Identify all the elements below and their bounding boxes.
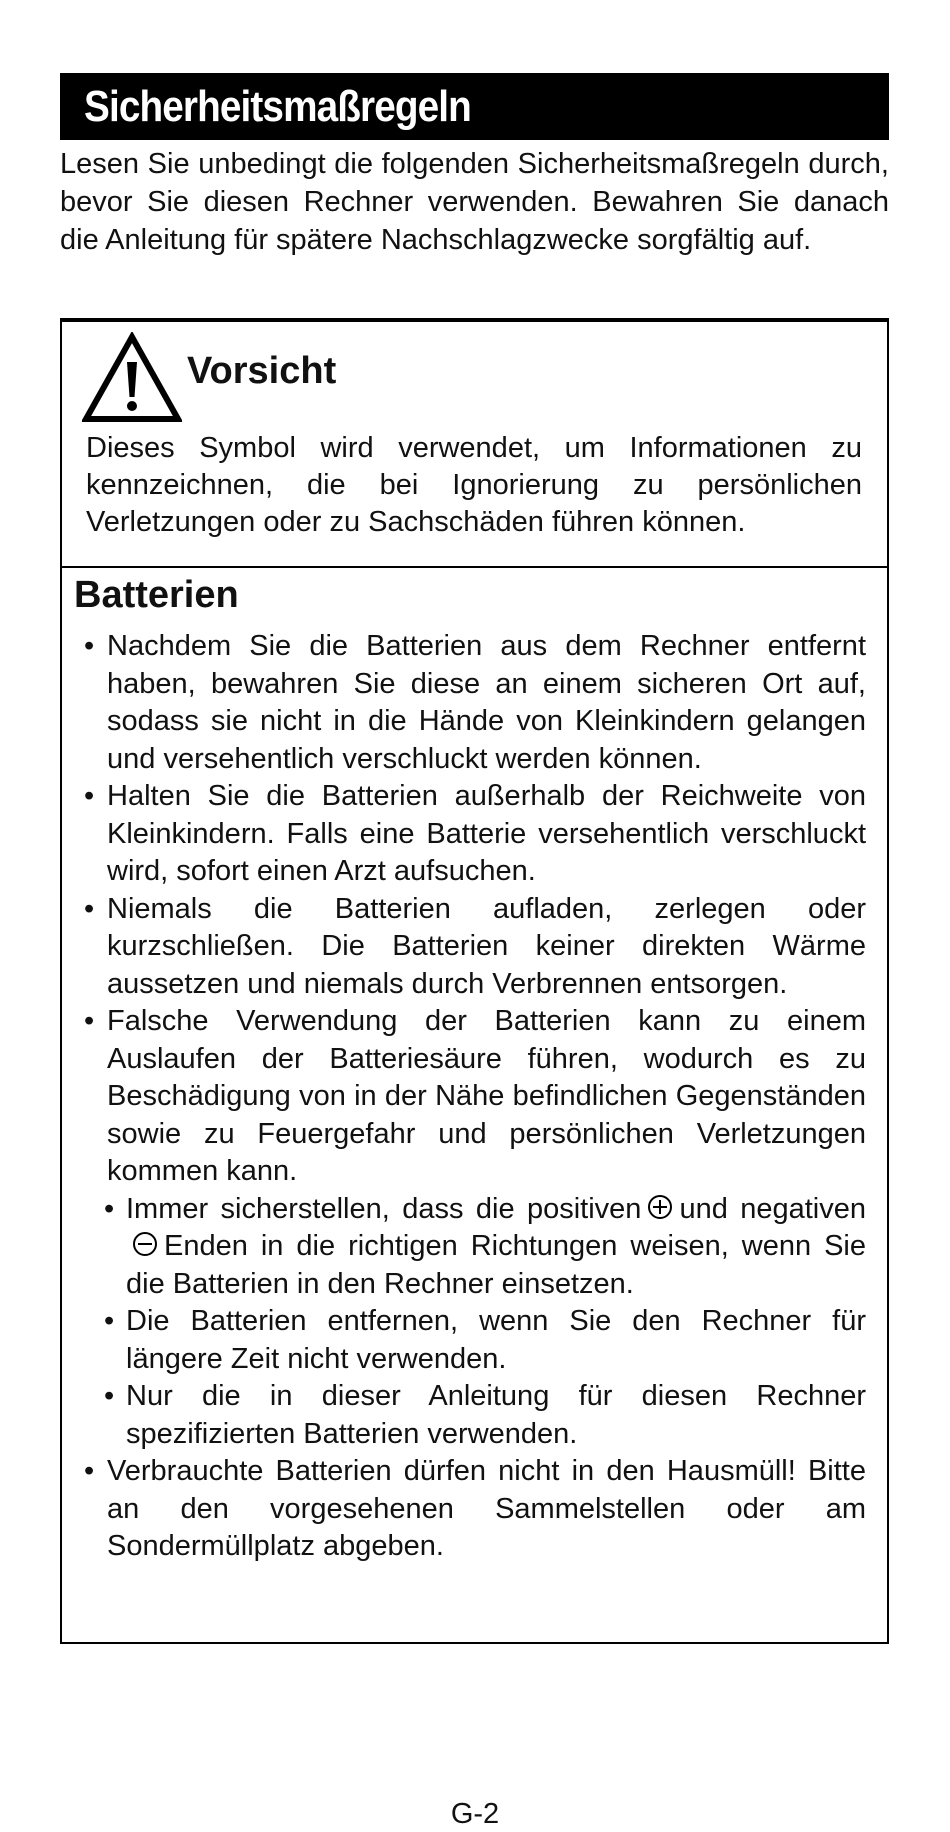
bullet: • xyxy=(84,892,95,925)
list-item-text: Nur die in dieser Anleitung für diesen Rechner spezifizierten Batterien verwenden. xyxy=(126,1380,866,1450)
intro-paragraph: Lesen Sie unbedingt die folgenden Sicherheitsmaßregeln durch, bevor Sie diesen Rechner verwenden. Bewahren Sie danach die Anleitung für spätere Nachschlagzwecke sorgfältig auf. xyxy=(60,148,889,256)
list-item-text: Halten Sie die Batterien außerhalb der Reichweite von Kleinkindern. Falls eine Batterie versehentlich verschluckt wird, sofort einen Arzt aufsuchen. xyxy=(107,780,866,887)
polarity-text-part3: Enden in die richtigen Richtungen weisen, wenn Sie die Batterien in den Rechner einsetzen. xyxy=(126,1230,866,1300)
page-number: G-2 xyxy=(450,1798,500,1830)
list-item-text: Nachdem Sie die Batterien aus dem Rechner entfernt haben, bewahren Sie diese an einem sicheren Ort auf, sodass sie nicht in die Hände von Kleinkindern gelangen und versehentlich verschluckt werden können. xyxy=(107,630,866,775)
bullet: • xyxy=(84,1005,95,1037)
list-item-text: Die Batterien entfernen, wenn Sie den Rechner für längere Zeit nicht verwenden. xyxy=(126,1305,866,1375)
list-item-text: Niemals die Batterien aufladen, zerlegen oder kurzschließen. Die Batterien keiner direkten Wärme aussetzen und niemals durch Verbrennen entsorgen. xyxy=(107,892,866,1000)
sub-list-item-remove xyxy=(62,1303,866,1378)
bullet: • xyxy=(84,630,95,662)
warning-triangle-icon xyxy=(82,332,182,424)
bullet: • xyxy=(84,1455,95,1487)
caution-section xyxy=(62,322,887,568)
page-title: Sicherheitsmaßregeln xyxy=(84,81,471,131)
caution-text: Dieses Symbol wird verwendet, um Informationen zu kennzeichnen, die bei Ignorierung zu persönlichen Verletzungen oder zu Sachschäden führen können. xyxy=(86,432,862,538)
list-item xyxy=(62,1003,866,1191)
bullet: • xyxy=(104,1380,115,1412)
safety-box xyxy=(60,318,889,1644)
list-item xyxy=(62,628,866,778)
bullet: • xyxy=(104,1305,115,1337)
list-item-text: Falsche Verwendung der Batterien kann zu einem Auslaufen der Batteriesäure führen, wodurch es zu Beschädigung von in der Nähe befindlichen Gegenständen sowie zu Feuergefahr und persönlichen Verletzungen kommen kann. xyxy=(107,1005,866,1187)
batteries-list xyxy=(62,628,887,1566)
sub-list-item-specified xyxy=(62,1378,866,1453)
circled-plus-icon xyxy=(647,1194,673,1220)
bullet: • xyxy=(84,780,95,812)
list-item xyxy=(62,778,866,891)
list-item-text: Verbrauchte Batterien dürfen nicht in den Hausmüll! Bitte an den vorgesehenen Sammelstellen oder am Sondermüllplatz abgeben. xyxy=(107,1455,866,1562)
list-item xyxy=(62,891,866,1004)
polarity-text-part2: und negativen xyxy=(679,1192,866,1225)
list-item-disposal xyxy=(62,1453,866,1566)
polarity-text-part1: Immer sicherstellen, dass die positiven xyxy=(126,1192,642,1225)
title-bar xyxy=(60,73,889,140)
batteries-title: Batterien xyxy=(74,574,239,616)
caution-title: Vorsicht xyxy=(187,350,337,392)
bullet: • xyxy=(104,1192,115,1225)
sub-list-item-polarity xyxy=(62,1191,866,1304)
circled-minus-icon xyxy=(132,1231,158,1257)
